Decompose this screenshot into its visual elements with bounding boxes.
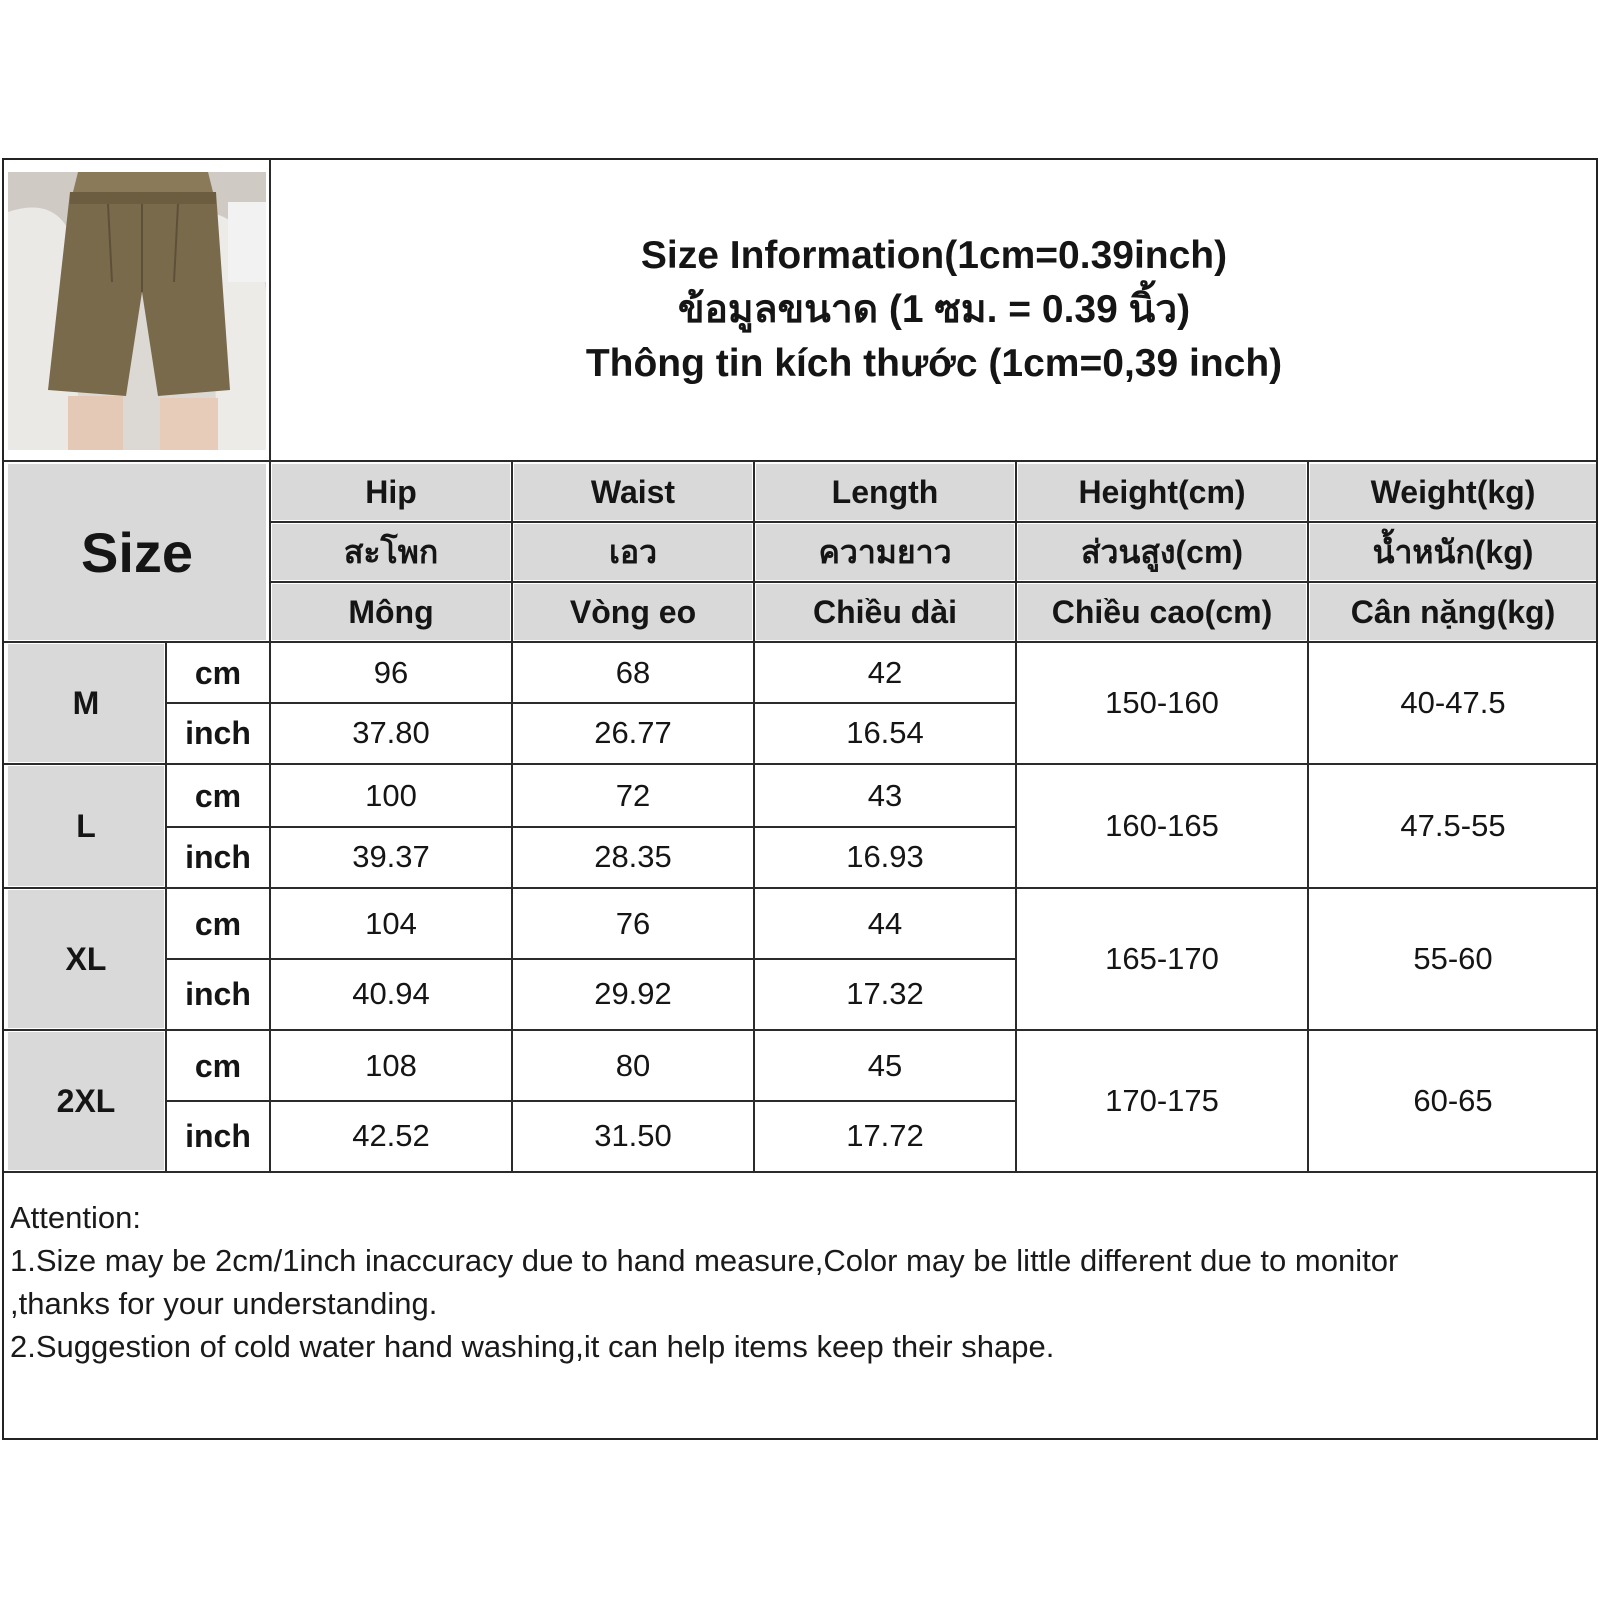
- title-thai: ข้อมูลขนาด (1 ซม. = 0.39 นิ้ว): [677, 288, 1191, 331]
- value-l-length-cm: 43: [867, 778, 903, 813]
- grid-line: [753, 462, 755, 1172]
- value-xl-length-cm: 44: [867, 906, 903, 941]
- value-l-hip-inch: 39.37: [352, 839, 430, 874]
- value-2xl-waist-inch: 31.50: [594, 1118, 672, 1153]
- column-header-length-th: ความยาว: [756, 524, 1014, 580]
- column-header-waist-th: เอว: [514, 524, 752, 580]
- value-m-length-inch: 16.54: [846, 715, 924, 750]
- note-heading: Attention:: [10, 1200, 141, 1235]
- value-2xl-waist-cm: 80: [615, 1048, 651, 1083]
- value-xl-waist-cm: 76: [615, 906, 651, 941]
- value-m-waist-cm: 68: [615, 655, 651, 690]
- size-label-2xl: 2XL: [8, 1032, 164, 1170]
- value-m-weight: 40-47.5: [1400, 685, 1506, 720]
- column-header-weight-en: Weight(kg): [1310, 464, 1596, 520]
- grid-line: [4, 887, 1596, 889]
- size-label-m: M: [8, 644, 164, 762]
- value-xl-hip-cm: 104: [365, 906, 417, 941]
- value-m-hip-cm: 96: [373, 655, 409, 690]
- title-english: Size Information(1cm=0.39inch): [640, 234, 1228, 277]
- column-header-hip-en: Hip: [272, 464, 510, 520]
- grid-line: [166, 826, 1016, 828]
- unit-cm: cm: [194, 1047, 242, 1084]
- value-xl-hip-inch: 40.94: [352, 976, 430, 1011]
- note-line: ,thanks for your understanding.: [10, 1286, 438, 1321]
- title-block: [272, 160, 1596, 460]
- value-xl-height: 165-170: [1105, 941, 1219, 976]
- grid-line: [269, 160, 271, 1172]
- column-header-hip-th: สะโพก: [272, 524, 510, 580]
- value-l-waist-inch: 28.35: [594, 839, 672, 874]
- column-header-weight-th: น้ำหนัก(kg): [1310, 524, 1596, 580]
- value-2xl-length-inch: 17.72: [846, 1118, 924, 1153]
- grid-line: [166, 1100, 1016, 1102]
- value-m-height: 150-160: [1105, 685, 1219, 720]
- grid-line: [4, 763, 1596, 765]
- column-header-height-en: Height(cm): [1018, 464, 1306, 520]
- value-l-height: 160-165: [1105, 808, 1219, 843]
- grid-line: [4, 460, 1596, 462]
- unit-cm: cm: [194, 654, 242, 691]
- value-l-length-inch: 16.93: [846, 839, 924, 874]
- title-vietnamese: Thông tin kích thước (1cm=0,39 inch): [585, 342, 1283, 385]
- unit-inch: inch: [185, 714, 251, 751]
- column-header-length-en: Length: [756, 464, 1014, 520]
- value-2xl-hip-cm: 108: [365, 1048, 417, 1083]
- column-header-waist-en: Waist: [514, 464, 752, 520]
- value-2xl-height: 170-175: [1105, 1083, 1219, 1118]
- size-label-l: L: [8, 766, 164, 886]
- product-photo: [8, 172, 266, 450]
- value-l-weight: 47.5-55: [1400, 808, 1506, 843]
- column-header-waist-vi: Vòng eo: [514, 584, 752, 640]
- column-header-hip-vi: Mông: [272, 584, 510, 640]
- value-xl-weight: 55-60: [1413, 941, 1493, 976]
- grid-line: [511, 462, 513, 1172]
- unit-inch: inch: [185, 1117, 251, 1154]
- unit-cm: cm: [194, 777, 242, 814]
- value-m-hip-inch: 37.80: [352, 715, 430, 750]
- shorts-image: [8, 172, 266, 450]
- column-header-height-vi: Chiều cao(cm): [1018, 584, 1306, 640]
- value-l-waist-cm: 72: [615, 778, 651, 813]
- value-2xl-weight: 60-65: [1413, 1083, 1493, 1118]
- value-xl-length-inch: 17.32: [846, 976, 924, 1011]
- unit-inch: inch: [185, 975, 251, 1012]
- value-2xl-length-cm: 45: [867, 1048, 903, 1083]
- note-line: 1.Size may be 2cm/1inch inaccuracy due to hand measure,Color may be little different due to monitor: [10, 1243, 1399, 1278]
- grid-line: [4, 1029, 1596, 1031]
- unit-inch: inch: [185, 838, 251, 875]
- size-chart: [2, 158, 1598, 1440]
- value-xl-waist-inch: 29.92: [594, 976, 672, 1011]
- grid-line: [166, 958, 1016, 960]
- grid-line: [4, 641, 1596, 643]
- grid-line: [1015, 462, 1017, 1172]
- value-2xl-hip-inch: 42.52: [352, 1118, 430, 1153]
- grid-line: [4, 1171, 1596, 1173]
- column-header-height-th: ส่วนสูง(cm): [1018, 524, 1306, 580]
- grid-line: [165, 642, 167, 1172]
- column-header-length-vi: Chiều dài: [756, 584, 1014, 640]
- value-l-hip-cm: 100: [365, 778, 417, 813]
- value-m-length-cm: 42: [867, 655, 903, 690]
- unit-cm: cm: [194, 905, 242, 942]
- grid-line: [270, 581, 1596, 583]
- size-label-xl: XL: [8, 890, 164, 1028]
- grid-line: [166, 702, 1016, 704]
- grid-line: [1307, 462, 1309, 1172]
- size-header: Size: [8, 464, 266, 640]
- value-m-waist-inch: 26.77: [594, 715, 672, 750]
- grid-line: [270, 521, 1596, 523]
- attention-notes: [10, 1196, 1590, 1368]
- column-header-weight-vi: Cân nặng(kg): [1310, 584, 1596, 640]
- note-line: 2.Suggestion of cold water hand washing,it can help items keep their shape.: [10, 1329, 1055, 1364]
